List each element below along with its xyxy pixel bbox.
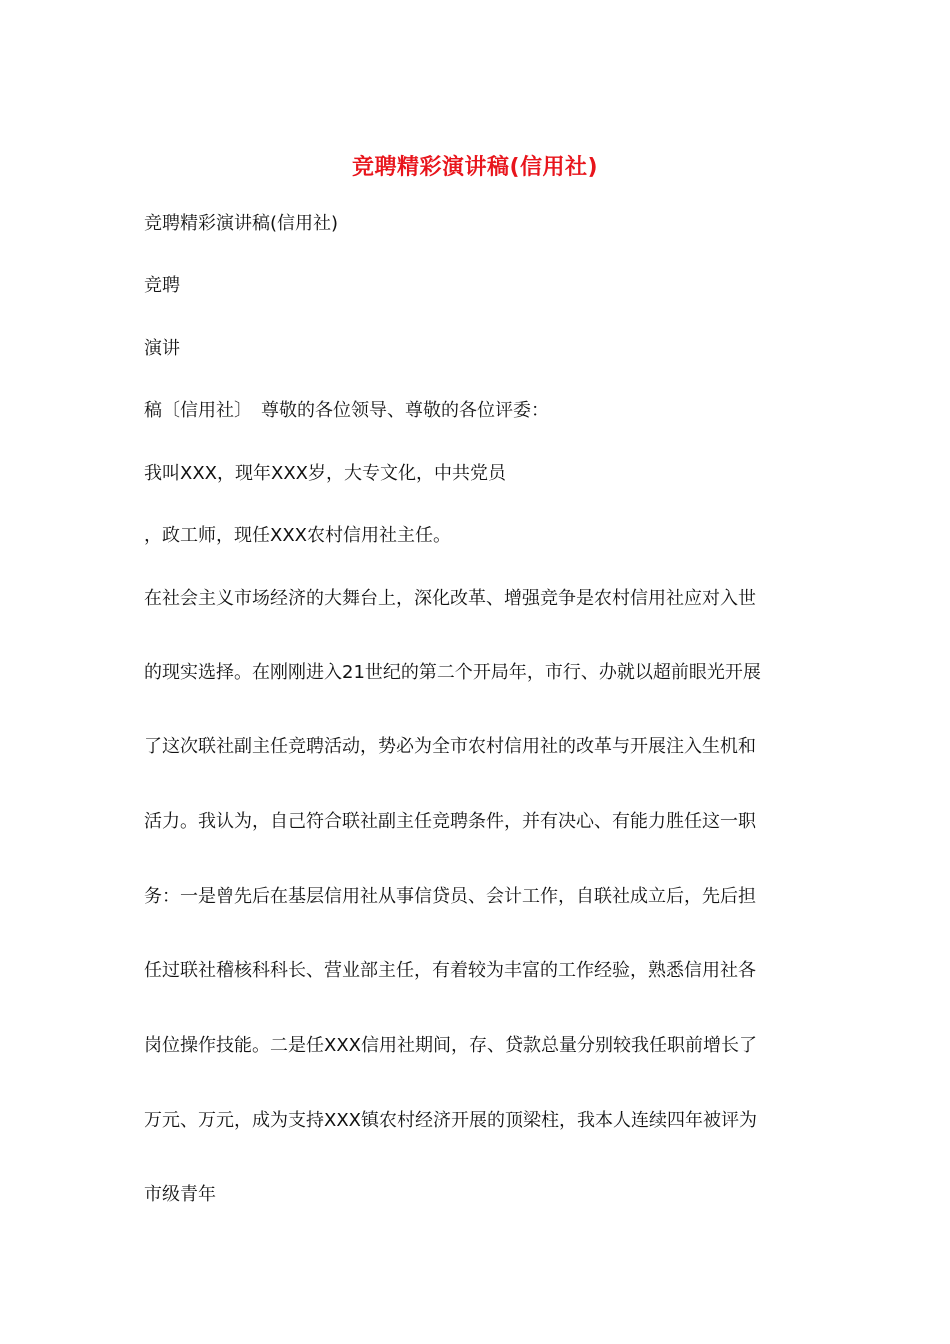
paragraph-line: 在社会主义市场经济的大舞台上，深化改革、增强竞争是农村信用社应对入世: [144, 588, 756, 609]
paragraph-line: 演讲: [144, 338, 180, 359]
paragraph-line: 务：一是曾先后在基层信用社从事信贷员、会计工作，自联社成立后，先后担: [144, 886, 756, 907]
paragraph-line: 岗位操作技能。二是任XXX信用社期间，存、贷款总量分别较我任职前增长了: [144, 1035, 757, 1056]
paragraph-line: 我叫XXX，现年XXX岁，大专文化，中共党员: [144, 463, 506, 484]
document-title: 竞聘精彩演讲稿(信用社): [351, 155, 599, 180]
paragraph-line: 活力。我认为，自己符合联社副主任竞聘条件，并有决心、有能力胜任这一职: [144, 811, 756, 832]
paragraph-line: 竞聘精彩演讲稿(信用社): [144, 213, 339, 234]
paragraph-line: 稿〔信用社〕 尊敬的各位领导、尊敬的各位评委：: [144, 400, 549, 421]
paragraph-line: 了这次联社副主任竞聘活动，势必为全市农村信用社的改革与开展注入生机和: [144, 736, 756, 757]
paragraph-line: 任过联社稽核科科长、营业部主任，有着较为丰富的工作经验，熟悉信用社各: [144, 960, 756, 981]
paragraph-line: 万元、万元，成为支持XXX镇农村经济开展的顶梁柱，我本人连续四年被评为: [144, 1110, 757, 1131]
paragraph-line: 竞聘: [144, 275, 180, 296]
paragraph-line: 的现实选择。在刚刚进入21世纪的第二个开局年，市行、办就以超前眼光开展: [144, 662, 761, 683]
paragraph-line: ，政工师，现任XXX农村信用社主任。: [144, 525, 451, 546]
paragraph-line: 市级青年: [144, 1184, 216, 1205]
